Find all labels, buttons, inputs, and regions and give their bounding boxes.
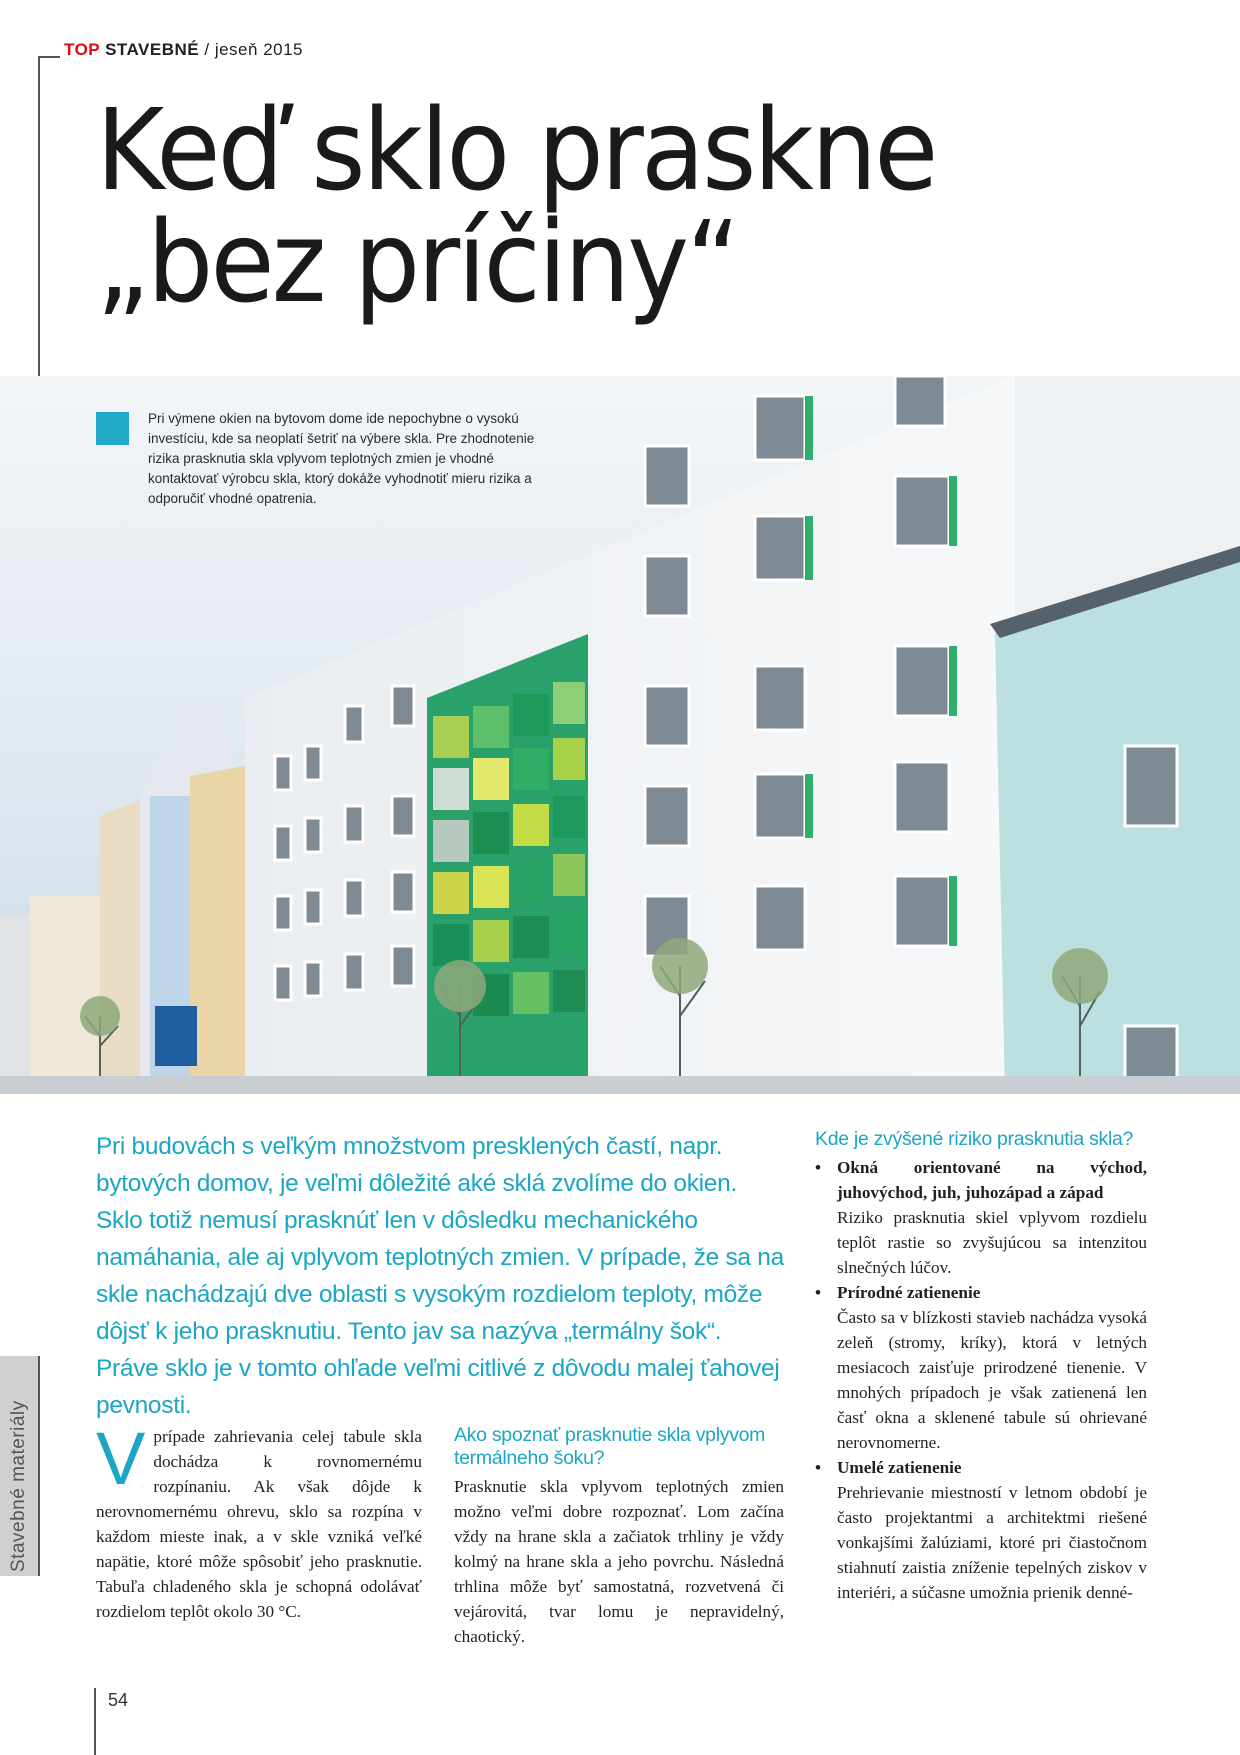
bullet-icon: • (815, 1283, 822, 1302)
header-separator: / (204, 40, 210, 59)
brand-magazine: STAVEBNÉ (105, 40, 200, 59)
drop-cap: V (96, 1417, 146, 1500)
bullet-icon: • (815, 1158, 822, 1177)
list-item-text: Často sa v blízkosti stavieb nachádza vysoká zeleň (stromy, kríky), ktorá v letných mesiacoch zaisťuje prirodzené tienenie. V mnohých prípadoch je však zatienená len časť okna a sklenené tabule sú ohrievané nerovnomerne. (837, 1308, 1147, 1452)
risk-list (815, 1155, 1147, 1605)
list-item-title: Prírodné zatienenie (837, 1283, 981, 1302)
intro-paragraph: Pri budovách s veľkým množstvom presklených častí, napr. bytových domov, je veľmi dôležité aké sklá zvolíme do okien. Sklo totiž nemusí prasknúť len v dôsledku mechanického namáhania, ale aj vplyvom teplotných zmien. V prípade, že sa na skle nachádzajú dve oblasti s vysokým rozdielom teploty, môže dôjsť k jeho prasknutiu. Tento jav sa nazýva „termálny šok“. Práve sklo je v tomto ohľade veľmi citlivé z dôvodu malej ťahovej pevnosti. (96, 1133, 784, 1419)
magazine-header (64, 40, 303, 60)
column-3-heading: Kde je zvýšené riziko prasknutia skla? (815, 1128, 1134, 1150)
section-label: Stavebné materiály (8, 1400, 29, 1572)
page-number: 54 (108, 1690, 129, 1710)
list-item (815, 1455, 1147, 1605)
list-item-title: Umelé zatienenie (837, 1458, 962, 1477)
header-rule (38, 56, 60, 58)
title-line-1: Keď sklo praskne (96, 86, 936, 216)
bullet-icon: • (815, 1458, 822, 1477)
column-2-heading: Ako spoznať prasknutie skla vplyvom termálneho šoku? (454, 1424, 766, 1469)
issue-label: jeseň 2015 (214, 40, 304, 59)
column-3 (815, 1128, 1147, 1605)
column-2 (454, 1424, 784, 1649)
brand-top: TOP (64, 40, 100, 59)
section-tab-rule (38, 1356, 40, 1576)
list-item-text: Prehrievanie miestností v letnom období je často projektantmi a architektmi riešené vonkajšími žalúziami, ktoré pri čiastočnom stiahnutí zaistia zníženie tepelných ziskov v interiéri, a súčasne umožnia prienik denné- (837, 1483, 1147, 1602)
lead-paragraph: Pri výmene okien na bytovom dome ide nepochybne o vysokú investíciu, kde sa neoplatí šetriť na výbere skla. Pre zhodnotenie rizika prasknutia skla vplyvom teplotných zmien je vhodné kontaktovať výrobcu skla, ktorý dokáže vyhodnotiť mieru rizika a odporučiť vhodné opatrenia. (148, 411, 535, 506)
footer-rule (94, 1688, 96, 1755)
header-vertical-rule (38, 56, 40, 376)
column-1-text: prípade zahrievania celej tabule skla dochádza k rovnomernému rozpínaniu. Ak však dôjde k nerovnomernému ohrevu, sklo sa rozpína v každom mieste inak, a v skle vzniká veľké napätie, ktoré môže spôsobiť jeho prasknutie. Tabuľa chladeného skla je schopná odolávať rozdielom teplôt okolo 30 °C. (96, 1427, 422, 1621)
column-1 (96, 1417, 422, 1624)
title-line-2: „bez príčiny“ (96, 198, 738, 328)
list-item (815, 1155, 1147, 1280)
list-item-title: Okná orientované na východ, juhovýchod, juh, juhozápad a západ (837, 1158, 1147, 1202)
list-item (815, 1280, 1147, 1455)
list-item-text: Riziko prasknutia skiel vplyvom rozdielu teplôt rastie so zvyšujúcou sa intenzitou slnečných lúčov. (837, 1208, 1147, 1277)
column-2-text: Prasknutie skla vplyvom teplotných zmien možno veľmi dobre rozpoznať. Lom začína vždy na hrane skla a začiatok trhliny je vždy kolmý na hrane skla a jeho povrchu. Následná trhlina môže byť samostatná, rozvetvená či vejárovitá, tvar lomu je nepravidelný, chaotický. (454, 1477, 784, 1646)
lead-marker (96, 412, 129, 445)
article-title (96, 86, 936, 328)
